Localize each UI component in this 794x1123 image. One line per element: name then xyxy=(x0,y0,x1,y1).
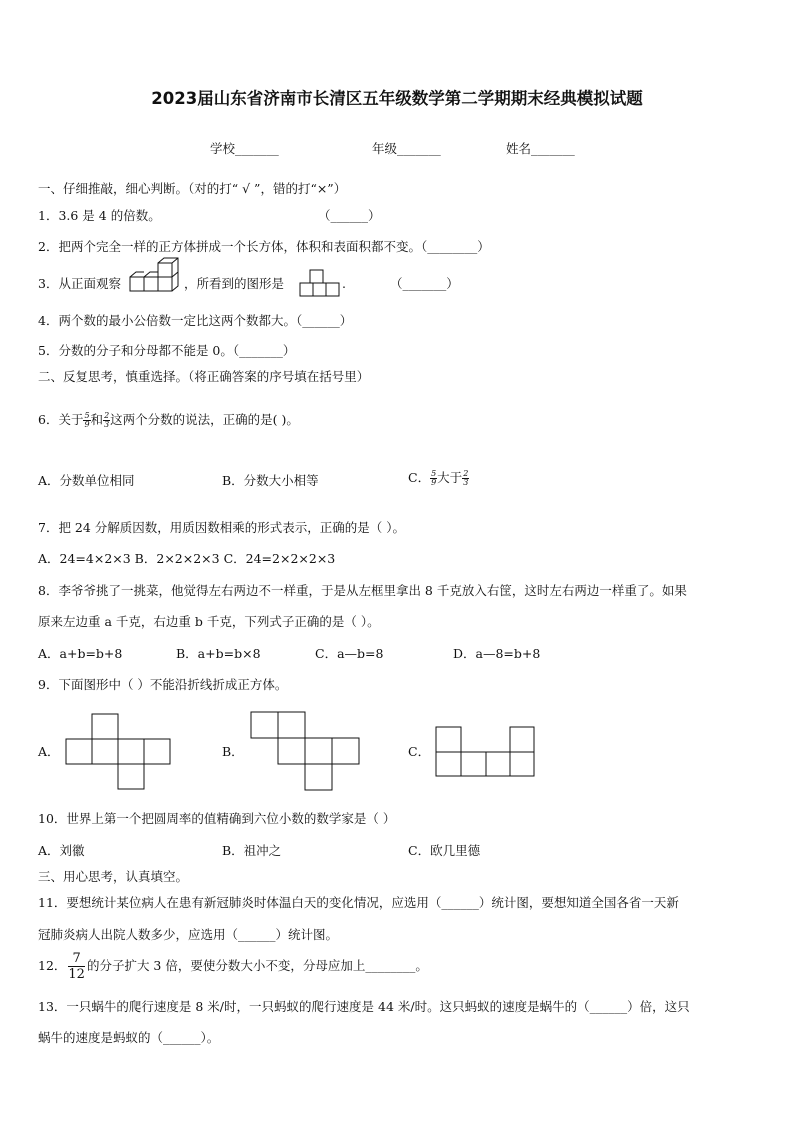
question-4: 4．两个数的最小公倍数一定比这两个数都大。（______） xyxy=(38,313,353,328)
fraction-2-3: $\frac{2}{3}$ xyxy=(104,411,110,429)
3d-cube-figure xyxy=(130,271,182,295)
question-5: 5．分数的分子和分母都不能是 0。（_______） xyxy=(38,343,296,358)
section-1-heading: 一、仔细推敲，细心判断。（对的打“ √ ”，错的打“×”） xyxy=(38,181,347,196)
question-1-blank: （______） xyxy=(318,208,381,223)
question-8-line-2: 原来左边重 a 千克，右边重 b 千克，下列式子正确的是（ ）。 xyxy=(38,614,380,629)
cube-net-a xyxy=(66,713,172,793)
question-6: 6．关于 $\frac{5}{9}$ 和 $\frac{2}{3}$ 这两个分数的说法，正确的是( )。 xyxy=(38,411,299,429)
question-7: 7．把 24 分解质因数，用质因数相乘的形式表示，正确的是（ ）。 xyxy=(38,520,406,535)
question-8-line-1: 8．李爷爷挑了一挑菜，他觉得左右两边不一样重，于是从左框里拿出 8 千克放入右筐，这时左右两边一样重了。如果 xyxy=(38,583,687,598)
fraction-5-9: $\frac{5}{9}$ xyxy=(84,411,90,429)
question-13-line-2: 蜗牛的速度是蚂蚁的（______）。 xyxy=(38,1030,220,1045)
question-9: 9．下面图形中（ ）不能沿折线折成正方体。 xyxy=(38,677,288,692)
question-10-option-c: C．欧几里德 xyxy=(408,843,481,858)
fraction-7-12: $\frac{7}{12}$ xyxy=(68,951,85,982)
question-8-option-b: B．a+b=b×8 xyxy=(176,646,261,661)
question-8-option-c: C．a—b=8 xyxy=(315,646,384,661)
question-10-option-a: A．刘徽 xyxy=(38,843,85,858)
question-1: 1．3.6 是 4 的倍数。 xyxy=(38,208,161,223)
question-8-option-d: D．a—8=b+8 xyxy=(453,646,541,661)
cube-net-c xyxy=(436,727,538,779)
grade-field: 年级_______ xyxy=(372,141,441,156)
question-3-prefix: 3．从正面观察 xyxy=(38,276,121,291)
question-10-option-b: B．祖冲之 xyxy=(222,843,282,858)
front-view-figure xyxy=(300,270,340,298)
school-field: 学校_______ xyxy=(210,141,279,156)
section-2-heading: 二、反复思考，慎重选择。（将正确答案的序号填在括号里） xyxy=(38,369,370,384)
question-3-middle: ，所看到的图形是 xyxy=(184,276,285,291)
question-13-line-1: 13．一只蜗牛的爬行速度是 8 米/时，一只蚂蚁的爬行速度是 44 米/时。这只蚂蚁的速度是蜗牛的（______）倍，这只 xyxy=(38,999,690,1014)
question-12: 12． $\frac{7}{12}$ 的分子扩大 3 倍，要使分数大小不变，分母应加上________。 xyxy=(38,951,428,982)
question-9-label-c: C． xyxy=(408,744,431,759)
question-7-options: A．24=4×2×3 B．2×2×2×3 C．24=2×2×2×3 xyxy=(38,551,336,566)
question-9-label-a: A． xyxy=(38,744,60,759)
question-11-line-1: 11．要想统计某位病人在患有新冠肺炎时体温白天的变化情况，应选用（______）统计图，要想知道全国各省一天新 xyxy=(38,895,679,910)
question-2: 2．把两个完全一样的正方体拼成一个长方体，体积和表面积都不变。（________） xyxy=(38,239,490,254)
cube-net-b xyxy=(251,712,361,792)
question-6-option-c: C． $\frac{5}{9}$ 大于 $\frac{2}{3}$ xyxy=(408,469,469,487)
question-8-option-a: A．a+b=b+8 xyxy=(38,646,123,661)
name-field: 姓名_______ xyxy=(506,141,575,156)
question-9-label-b: B． xyxy=(222,744,244,759)
question-6-prefix: 6．关于 xyxy=(38,412,84,427)
page-title: 2023届山东省济南市长清区五年级数学第二学期期末经典模拟试题 xyxy=(151,89,643,108)
question-3-suffix: . xyxy=(342,276,346,291)
question-6-option-b: B．分数大小相等 xyxy=(222,473,319,488)
question-6-option-a: A．分数单位相同 xyxy=(38,473,135,488)
section-3-heading: 三、用心思考，认真填空。 xyxy=(38,869,189,884)
question-10: 10．世界上第一个把圆周率的值精确到六位小数的数学家是（ ） xyxy=(38,811,396,826)
question-11-line-2: 冠肺炎病人出院人数多少，应选用（______）统计图。 xyxy=(38,927,339,942)
question-3-blank: （_______） xyxy=(390,276,459,291)
